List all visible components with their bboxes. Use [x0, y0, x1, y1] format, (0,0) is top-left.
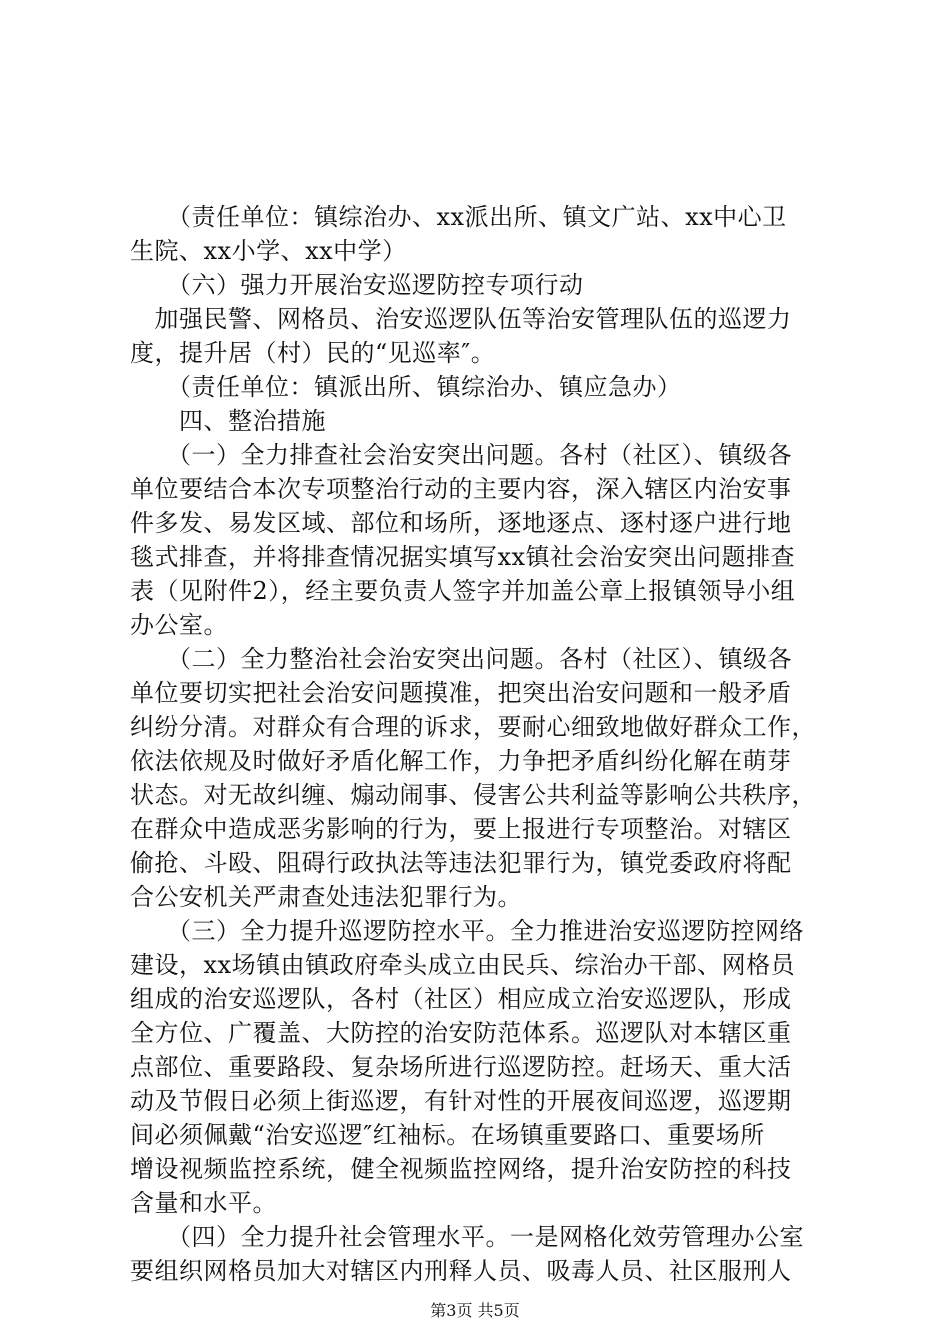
- text-line: 单位要切实把社会治安问题摸准，把突出治安问题和一般矛盾: [130, 679, 792, 707]
- text-line: 合公安机关严肃查处违法犯罪行为。: [130, 883, 522, 911]
- text-line: （三）全力提升巡逻防控水平。全力推进治安巡逻防控网络: [130, 917, 804, 945]
- text-line: 加强民警、网格员、治安巡逻队伍等治安管理队伍的巡逻力: [130, 305, 792, 333]
- text-line: 办公室。: [130, 611, 228, 639]
- text-line: 全方位、广覆盖、大防控的治安防范体系。巡逻队对本辖区重: [130, 1019, 792, 1047]
- text-line: 纠纷分清。对群众有合理的诉求，要耐心细致地做好群众工作，: [130, 713, 816, 741]
- text-line: 毯式排查，并将排查情况据实填写xx镇社会治安突出问题排查: [130, 543, 796, 571]
- text-line: 依法依规及时做好矛盾化解工作，力争把矛盾纠纷化解在萌芽: [130, 747, 792, 775]
- text-line: 度，提升居（村）民的“见巡率″。: [130, 339, 496, 367]
- text-line: 状态。对无故纠缠、煽动闹事、侵害公共利益等影响公共秩序，: [130, 781, 816, 809]
- text-line: 建设，xx场镇由镇政府牵头成立由民兵、综治办干部、网格员: [130, 951, 796, 979]
- text-line: 单位要结合本次专项整治行动的主要内容，深入辖区内治安事: [130, 475, 792, 503]
- text-line: （四）全力提升社会管理水平。一是网格化效劳管理办公室: [130, 1223, 804, 1251]
- text-line: （责任单位：镇派出所、镇综治办、镇应急办）: [130, 373, 682, 401]
- document-body: [130, 200, 840, 1288]
- text-line: 增设视频监控系统，健全视频监控网络，提升治安防控的科技: [130, 1155, 792, 1183]
- text-line: （一）全力排查社会治安突出问题。各村（社区）、镇级各: [130, 441, 792, 469]
- page-footer: [0, 1300, 950, 1322]
- text-line: （二）全力整治社会治安突出问题。各村（社区）、镇级各: [130, 645, 792, 673]
- text-line: 偷抢、斗殴、阻碍行政执法等违法犯罪行为，镇党委政府将配: [130, 849, 792, 877]
- section-heading: 四、整治措施: [130, 407, 326, 435]
- page-number-label: 第3页 共5页: [430, 1301, 520, 1320]
- text-line: 动及节假日必须上街巡逻，有针对性的开展夜间巡逻，巡逻期: [130, 1087, 792, 1115]
- text-line: 件多发、易发区域、部位和场所，逐地逐点、逐村逐户进行地: [130, 509, 792, 537]
- text-line: 要组织网格员加大对辖区内刑释人员、吸毒人员、社区服刑人: [130, 1257, 792, 1285]
- text-line: 点部位、重要路段、复杂场所进行巡逻防控。赶场天、重大活: [130, 1053, 792, 1081]
- section-heading: （六）强力开展治安巡逻防控专项行动: [130, 271, 584, 299]
- text-line: 组成的治安巡逻队，各村（社区）相应成立治安巡逻队，形成: [130, 985, 792, 1013]
- text-line: 在群众中造成恶劣影响的行为，要上报进行专项整治。对辖区: [130, 815, 792, 843]
- text-line: 间必须佩戴“治安巡逻″红袖标。在场镇重要路口、重要场所: [130, 1121, 765, 1149]
- text-line: 表（见附件2），经主要负责人签字并加盖公章上报镇领导小组: [130, 577, 796, 605]
- text-line: 含量和水平。: [130, 1189, 277, 1217]
- text-line: （责任单位：镇综治办、xx派出所、镇文广站、xx中心卫: [130, 203, 787, 231]
- text-line: 生院、xx小学、xx中学）: [130, 237, 407, 265]
